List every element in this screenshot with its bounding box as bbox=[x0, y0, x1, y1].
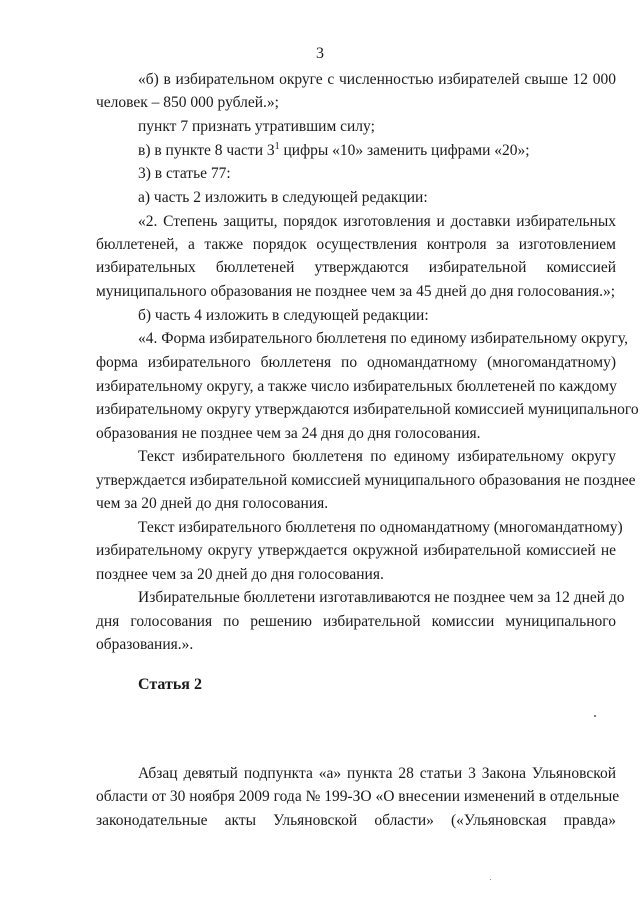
text-line: Избирательные бюллетени изготавливаются не позднее чем за 12 дней до bbox=[138, 589, 625, 606]
page-number: 3 bbox=[316, 45, 324, 62]
article-heading: Статья 2 bbox=[138, 676, 202, 693]
text-line: чем за 20 дней до дня голосования. bbox=[96, 495, 329, 512]
text-line: человек – 850 000 рублей.»; bbox=[96, 94, 279, 111]
text-line: 3) в статье 77: bbox=[138, 165, 231, 182]
text-line: муниципального образования не позднее чем за 45 дней до дня голосования.»; bbox=[96, 283, 616, 300]
text-line: «4. Форма избирательного бюллетеня по единому избирательному округу, bbox=[138, 330, 628, 347]
text-line: а) часть 2 изложить в следующей редакции: bbox=[138, 189, 428, 206]
text-line: б) часть 4 изложить в следующей редакции: bbox=[138, 307, 429, 324]
text-line: избирательному округу утверждаются избирательной комиссией муниципального bbox=[96, 401, 639, 418]
text-line: «2. Степень защиты, порядок изготовления и доставки избирательных bbox=[138, 213, 616, 230]
text-line: образования не позднее чем за 24 дня до дня голосования. bbox=[96, 425, 481, 442]
text-line: позднее чем за 20 дней до дня голосования. bbox=[96, 566, 384, 583]
text-line: Текст избирательного бюллетеня по одномандатному (многомандатному) bbox=[138, 519, 623, 536]
text-line: «б) в избирательном округе с численностью избирателей свыше 12 000 bbox=[138, 71, 616, 88]
superscript: 1 bbox=[274, 140, 280, 152]
text-line: форма избирательного бюллетеня по одномандатному (многомандатному) bbox=[96, 354, 616, 371]
text-line bbox=[138, 141, 530, 161]
text-line: утверждается избирательной комиссией муниципального образования не позднее bbox=[96, 472, 636, 489]
text-fragment: в) в пункте 8 части 3 bbox=[138, 142, 275, 159]
text-line: бюллетеней, а также порядок осуществления контроля за изготовлением bbox=[96, 236, 616, 253]
text-line: избирательному округу, а также число избирательных бюллетеней по каждому bbox=[96, 378, 617, 395]
text-line: Текст избирательного бюллетеня по единому избирательному округу bbox=[138, 448, 616, 465]
scan-speck bbox=[490, 879, 491, 880]
text-line: избирательному округу утверждается окружной избирательной комиссией не bbox=[96, 542, 616, 559]
text-line: Абзац девятый подпункта «а» пункта 28 статьи 3 Закона Ульяновской bbox=[138, 765, 616, 782]
text-line: дня голосования по решению избирательной комиссии муниципального bbox=[96, 613, 616, 630]
text-fragment: цифры «10» заменить цифрами «20»; bbox=[279, 142, 530, 159]
scan-speck bbox=[594, 715, 596, 717]
text-line: пункт 7 признать утратившим силу; bbox=[138, 118, 375, 135]
text-line: области от 30 ноября 2009 года № 199-ЗО «О внесении изменений в отдельные bbox=[96, 788, 620, 805]
text-line: избирательных бюллетеней утверждаются избирательной комиссией bbox=[96, 259, 616, 276]
text-line: образования.». bbox=[96, 636, 194, 653]
text-line: законодательные акты Ульяновской области» («Ульяновская правда» bbox=[96, 812, 616, 829]
